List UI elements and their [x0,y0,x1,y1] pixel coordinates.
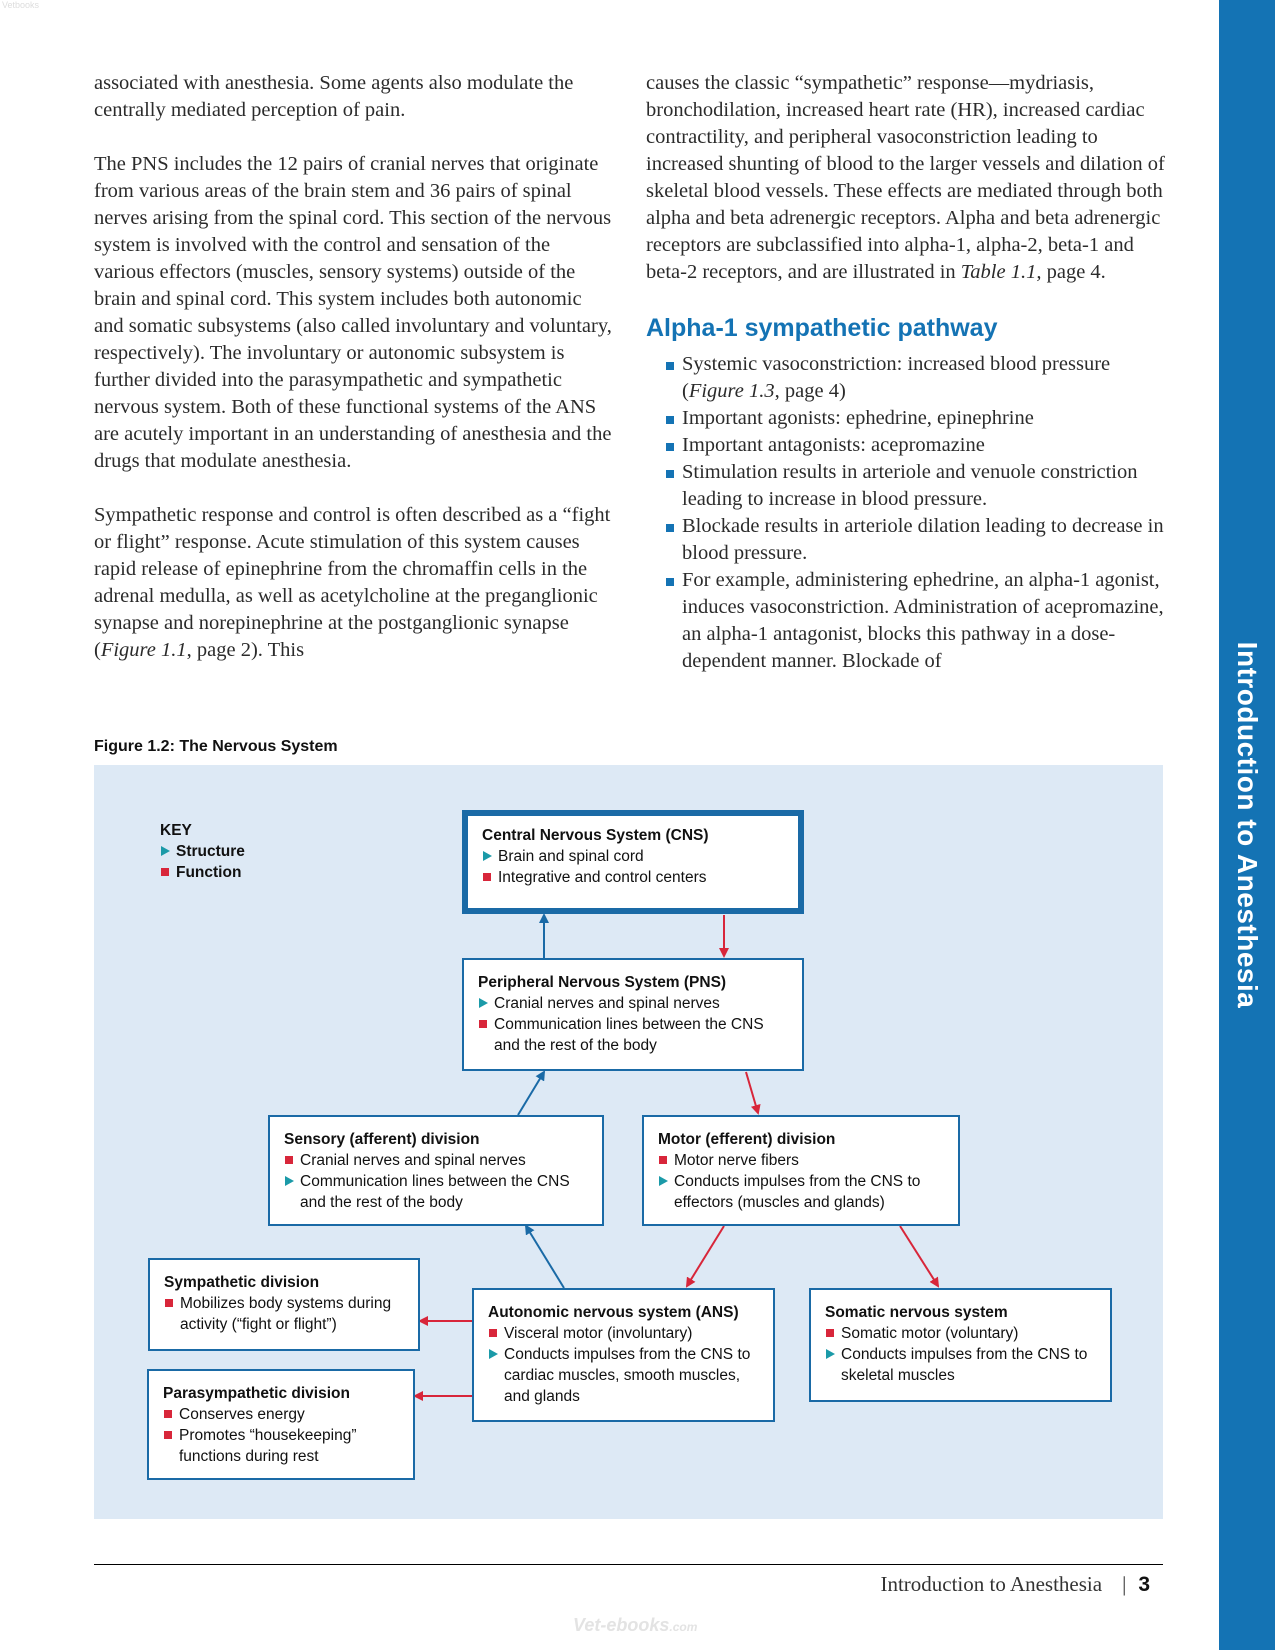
list-item [284,1150,588,1171]
bullet-5-text: Blockade results in arteriole dilation leading to decrease in blood pressure. [682,515,1164,564]
bullet-square-icon [666,443,674,451]
alpha1-bullet-list [646,351,1166,675]
footer-rule [94,1564,1163,1565]
structure-triangle-icon [479,998,488,1008]
parasympathetic-item-2: Promotes “housekeeping” functions during rest [179,1427,357,1465]
motor-title: Motor (efferent) division [658,1131,836,1148]
list-item [163,1425,399,1467]
left-paragraph-2: The PNS includes the 12 pairs of cranial nerves that originate from various areas of the brain stem and 36 pairs of spinal nerves arising from the spinal cord. This section of the nervous system is involved with the control and sensation of the various effectors (muscles, sensory systems) outside of the brain and spinal cord. This system includes both autonomic and somatic subsystems (also called involuntary and voluntary, respectively). The involuntary or autonomic subsystem is further divided into the parasympathetic and sympathetic nervous system. Both of these functional systems of the ANS are acutely important in an understanding of anesthesia and the drugs that modulate anesthesia. [94,153,612,472]
function-square-icon [161,868,169,876]
diagram-key [160,820,245,883]
watermark [573,1615,697,1636]
sympathetic-title: Sympathetic division [164,1274,320,1291]
bullet-square-icon [666,470,674,478]
pns-title: Peripheral Nervous System (PNS) [478,974,727,991]
motor-item-1: Motor nerve fibers [674,1152,799,1169]
motor-item-2: Conducts impulses from the CNS to effectors (muscles and glands) [674,1173,921,1211]
nervous-system-diagram [94,765,1163,1519]
figure-reference-link: Figure 1.1 [100,639,187,661]
list-item [658,1150,944,1171]
key-function-label: Function [176,864,242,881]
left-paragraph-3-text-b: , page 2). This [186,639,305,661]
somatic-item-2: Conducts impulses from the CNS to skeletal muscles [841,1346,1088,1384]
arrow-ans-to-sensory [526,1226,564,1288]
key-structure-label: Structure [176,843,245,860]
bullet-1-text-a: Systemic vasoconstriction: increased blood pressure ( [682,353,1111,402]
corner-mark: Vetbooks [2,0,40,10]
function-square-icon [826,1329,834,1337]
list-item [488,1344,759,1407]
footer-title: Introduction to Anesthesia [880,1572,1103,1596]
bullet-square-icon [666,578,674,586]
chapter-side-tab [1219,0,1275,1650]
key-function [160,862,245,883]
function-square-icon [659,1156,667,1164]
arrow-motor-to-ans [687,1226,724,1286]
list-item [478,993,788,1014]
bullet-square-icon [666,524,674,532]
cns-box [462,810,804,914]
watermark-main: Vet-ebooks [573,1615,670,1635]
ans-box [472,1288,775,1422]
list-item [284,1171,588,1213]
list-item [658,1171,944,1213]
key-structure [160,841,245,862]
list-item [825,1344,1096,1386]
structure-triangle-icon [489,1349,498,1359]
parasympathetic-item-1: Conserves energy [179,1406,305,1423]
page-footer [880,1572,1150,1597]
function-square-icon [483,873,491,881]
cns-item-1: Brain and spinal cord [498,848,644,865]
section-title: Alpha-1 sympathetic pathway [646,314,998,342]
bullet-2-text: Important agonists: ephedrine, epinephrine [682,407,1034,429]
right-paragraph-1 [646,70,1166,286]
sensory-item-1: Cranial nerves and spinal nerves [300,1152,526,1169]
arrow-sensory-to-pns [518,1072,544,1115]
function-square-icon [164,1431,172,1439]
list-item [482,846,784,867]
list-item [646,351,1166,405]
list-item [478,1014,788,1056]
watermark-suffix: .com [669,1620,698,1634]
list-item [164,1293,404,1335]
bullet-4-text: Stimulation results in arteriole and venuole constriction leading to increase in blood pressure. [682,461,1138,510]
list-item [825,1323,1096,1344]
list-item [646,567,1166,675]
sensory-item-2: Communication lines between the CNS and the rest of the body [300,1173,570,1211]
figure-caption: Figure 1.2: The Nervous System [94,738,338,755]
pns-item-2: Communication lines between the CNS and the rest of the body [494,1016,764,1054]
list-item [646,432,1166,459]
function-square-icon [164,1410,172,1418]
page-number: 3 [1138,1573,1150,1596]
somatic-item-1: Somatic motor (voluntary) [841,1325,1019,1342]
bullet-square-icon [666,362,674,370]
list-item [646,513,1166,567]
footer-separator: | [1122,1572,1127,1596]
pns-item-1: Cranial nerves and spinal nerves [494,995,720,1012]
function-square-icon [489,1329,497,1337]
bullet-square-icon [666,416,674,424]
sympathetic-division-box [148,1258,420,1351]
function-square-icon [479,1020,487,1028]
right-paragraph-1-text-a: causes the classic “sympathetic” response—mydriasis, bronchodilation, increased heart rate (HR), increased cardiac contractility, and peripheral vasoconstriction leading to increased shunting of blood to the larger vessels and dilation of skeletal blood vessels. These effects are mediated through both alpha and beta adrenergic receptors. Alpha and beta adrenergic receptors are subclassified into alpha-1, alpha-2, beta-1 and beta-2 receptors, and are illustrated in [646,72,1165,283]
cns-title: Central Nervous System (CNS) [482,827,709,844]
bullet-1-text-b: , page 4) [774,380,846,402]
sensory-title: Sensory (afferent) division [284,1131,480,1148]
left-paragraph-3-text-a: Sympathetic response and control is often described as a “fight or flight” response. Acute stimulation of this system causes rapid release of epinephrine from the chromaffin cells in the adrenal medulla, as well as acetylcholine at the preganglionic synapse and norepinephrine at the postganglionic synapse ( [94,504,611,661]
parasympathetic-division-box [147,1369,415,1480]
sympathetic-item-1: Mobilizes body systems during activity (“fight or flight”) [180,1295,392,1333]
motor-division-box [642,1115,960,1226]
structure-triangle-icon [161,846,170,856]
list-item [163,1404,399,1425]
left-paragraph-1: associated with anesthesia. Some agents also modulate the centrally mediated perception of pain. [94,72,574,121]
structure-triangle-icon [659,1176,668,1186]
bullet-6-text: For example, administering ephedrine, an alpha-1 agonist, induces vasoconstriction. Administration of acepromazine, an alpha-1 antagonist, blocks this pathway in a dose-dependent manner. Blockade of [682,569,1164,672]
somatic-title: Somatic nervous system [825,1304,1008,1321]
list-item [482,867,784,888]
chapter-side-tab-label: Introduction to Anesthesia [1232,641,1263,1009]
bullet-3-text: Important antagonists: acepromazine [682,434,985,456]
structure-triangle-icon [483,851,492,861]
function-square-icon [285,1156,293,1164]
function-square-icon [165,1299,173,1307]
list-item [646,405,1166,432]
ans-item-1: Visceral motor (involuntary) [504,1325,693,1342]
structure-triangle-icon [285,1176,294,1186]
list-item [646,459,1166,513]
left-paragraph-3 [94,502,614,664]
structure-triangle-icon [826,1349,835,1359]
ans-item-2: Conducts impulses from the CNS to cardiac muscles, smooth muscles, and glands [504,1346,751,1405]
arrow-pns-to-motor [746,1072,758,1113]
pns-box [462,958,804,1071]
key-title: KEY [160,822,192,839]
table-reference: Table 1.1, [960,261,1042,283]
list-item [488,1323,759,1344]
somatic-box [809,1288,1112,1402]
arrow-motor-to-somatic [900,1226,938,1286]
left-column [94,70,614,691]
parasympathetic-title: Parasympathetic division [163,1385,350,1402]
sensory-division-box [268,1115,604,1226]
right-column [646,70,1166,675]
right-paragraph-1-text-b: page 4. [1041,261,1106,283]
figure-reference: Figure 1.3 [688,380,775,402]
cns-item-2: Integrative and control centers [498,869,707,886]
ans-title: Autonomic nervous system (ANS) [488,1304,739,1321]
